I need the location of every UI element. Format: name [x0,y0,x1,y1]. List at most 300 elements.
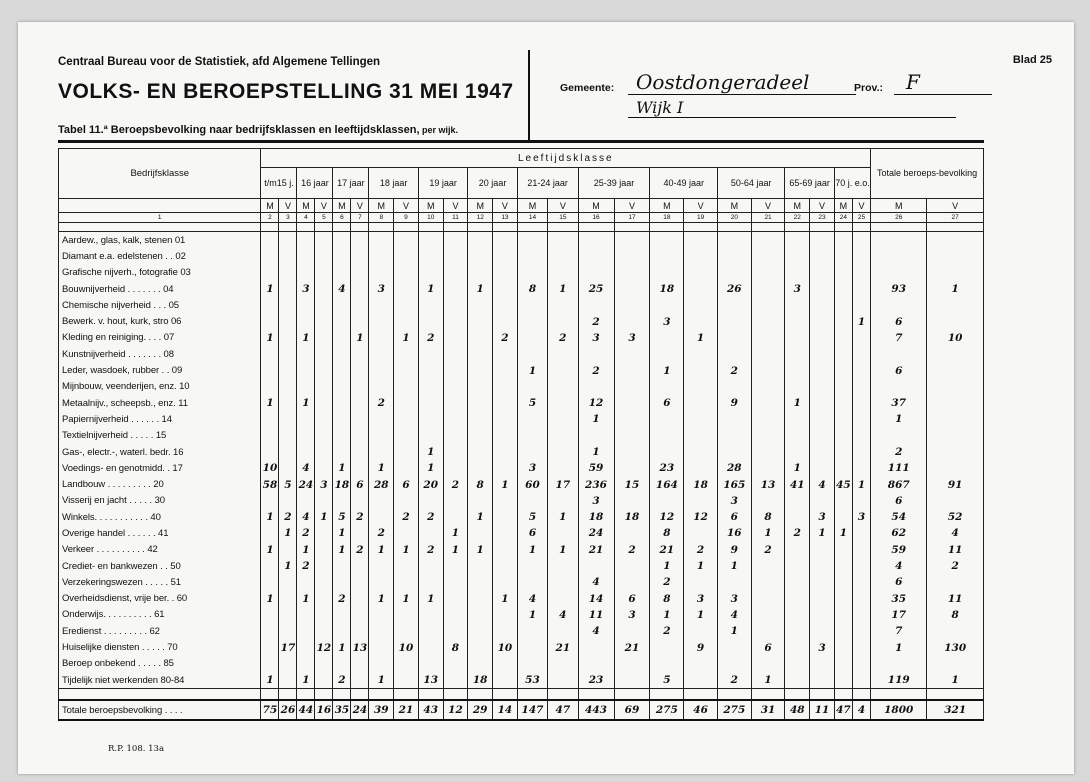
count-cell: 6 [871,313,927,329]
industry-label: Papiernijverheid . . . . . . 14 [59,411,261,427]
count-cell [927,623,984,639]
count-cell [279,395,297,411]
count-cell [351,672,369,689]
count-cell: 6 [351,476,369,492]
count-cell [578,232,614,249]
sex-v-header: V [493,199,518,213]
industry-label: Tijdelijk niet werkenden 80-84 [59,672,261,689]
spacer-cell [852,689,870,701]
count-cell: 2 [394,509,419,525]
count-cell [493,607,518,623]
count-cell [493,623,518,639]
count-cell [650,639,684,655]
count-cell: 1 [315,509,333,525]
count-cell [578,656,614,672]
count-cell [578,297,614,313]
count-cell [717,346,751,362]
count-cell [785,607,810,623]
count-cell: 1 [418,460,443,476]
industry-label: Overige handel . . . . . . 41 [59,525,261,541]
count-cell: 4 [871,558,927,574]
industry-label: Landbouw . . . . . . . . . 20 [59,476,261,492]
age-group-header: 25-39 jaar [578,168,650,199]
count-cell: 1 [927,672,984,689]
count-cell [548,232,578,249]
count-cell [394,623,419,639]
industry-label: Bewerk. v. hout, kurk, stro 06 [59,313,261,329]
industry-label: Mijnbouw, veenderijen, enz. 10 [59,379,261,395]
count-cell: 23 [650,460,684,476]
count-cell: 12 [578,395,614,411]
count-cell: 2 [578,313,614,329]
count-cell [810,591,835,607]
count-cell [493,297,518,313]
count-cell [751,346,785,362]
count-cell [468,558,493,574]
total-cell: 47 [548,700,578,720]
count-cell: 6 [751,639,785,655]
count-cell [261,428,279,444]
count-cell [517,265,547,281]
column-number: 27 [927,213,984,223]
total-cell: 31 [751,700,785,720]
count-cell [852,639,870,655]
count-cell [369,313,394,329]
count-cell [468,346,493,362]
count-cell [517,428,547,444]
count-cell: 17 [871,607,927,623]
spacer-cell [279,223,297,232]
count-cell [578,265,614,281]
census-form-sheet [18,22,1074,774]
count-cell [810,265,835,281]
count-cell [468,297,493,313]
count-cell [394,525,419,541]
count-cell: 3 [650,313,684,329]
count-cell [810,574,835,590]
count-cell [315,558,333,574]
count-cell [369,656,394,672]
count-cell [351,362,369,378]
count-cell [785,656,810,672]
count-cell [548,525,578,541]
spacer-cell [751,223,785,232]
count-cell [684,493,718,509]
total-cell: 75 [261,700,279,720]
count-cell: 1 [548,509,578,525]
header-divider [528,50,530,140]
count-cell [834,558,852,574]
count-cell [369,248,394,264]
count-cell [650,265,684,281]
count-cell [810,428,835,444]
count-cell [717,232,751,249]
column-number: 19 [684,213,718,223]
spacer-cell [351,689,369,701]
count-cell [684,362,718,378]
count-cell [927,444,984,460]
count-cell [369,297,394,313]
count-cell [852,395,870,411]
count-cell [333,232,351,249]
count-cell [418,607,443,623]
total-cell: 1800 [871,700,927,720]
form-code: R.P. 108. 13a [108,744,165,754]
count-cell [315,297,333,313]
age-group-header: 65-69 jaar [785,168,834,199]
count-cell [315,395,333,411]
count-cell: 10 [493,639,518,655]
count-cell: 164 [650,476,684,492]
count-cell: 2 [418,542,443,558]
column-number: 24 [834,213,852,223]
count-cell [852,330,870,346]
count-cell [468,591,493,607]
count-cell [333,623,351,639]
spacer-cell [852,223,870,232]
count-cell [785,542,810,558]
count-cell [927,395,984,411]
count-cell [717,330,751,346]
count-cell [297,411,315,427]
count-cell [785,379,810,395]
spacer-cell [785,689,810,701]
count-cell [548,362,578,378]
count-cell [333,313,351,329]
count-cell [852,297,870,313]
count-cell [443,330,468,346]
count-cell [297,232,315,249]
count-cell [927,248,984,264]
total-cell: 35 [333,700,351,720]
count-cell: 1 [394,330,419,346]
count-cell [493,411,518,427]
count-cell [852,428,870,444]
count-cell [614,232,650,249]
count-cell: 1 [418,281,443,297]
table-row [59,460,984,476]
count-cell [684,313,718,329]
count-cell [261,265,279,281]
count-cell [517,558,547,574]
count-cell [297,313,315,329]
count-cell [333,428,351,444]
count-cell [927,460,984,476]
count-cell [650,444,684,460]
table-row [59,232,984,249]
count-cell [468,330,493,346]
count-cell: 3 [578,330,614,346]
count-cell [279,232,297,249]
count-cell: 20 [418,476,443,492]
count-cell: 1 [333,460,351,476]
count-cell: 12 [684,509,718,525]
count-cell [834,428,852,444]
count-cell [751,362,785,378]
count-cell [333,493,351,509]
count-cell: 2 [871,444,927,460]
count-cell: 12 [315,639,333,655]
count-cell [927,265,984,281]
count-cell [394,656,419,672]
age-group-header: 70 j. e.o. [834,168,870,199]
count-cell [614,574,650,590]
count-cell [852,232,870,249]
count-cell [751,444,785,460]
count-cell [871,248,927,264]
count-cell [468,623,493,639]
count-cell [261,346,279,362]
count-cell [351,493,369,509]
count-cell: 28 [717,460,751,476]
total-cell: 11 [810,700,835,720]
spacer-cell [684,223,718,232]
count-cell [852,493,870,509]
count-cell: 6 [650,395,684,411]
sex-v-header: V [279,199,297,213]
count-cell [443,591,468,607]
spacer-cell [443,689,468,701]
industry-label: Textielnijverheid . . . . . 15 [59,428,261,444]
count-cell [684,379,718,395]
count-cell [517,346,547,362]
count-cell [751,330,785,346]
count-cell [852,656,870,672]
count-cell: 62 [871,525,927,541]
count-cell: 1 [394,542,419,558]
count-cell [810,379,835,395]
spacer-cell [394,223,419,232]
count-cell [394,428,419,444]
count-cell [468,493,493,509]
count-cell: 1 [333,542,351,558]
count-cell [315,672,333,689]
count-cell [493,265,518,281]
count-cell [548,672,578,689]
count-cell: 3 [369,281,394,297]
spacer-cell [834,689,852,701]
count-cell: 10 [394,639,419,655]
count-cell [468,639,493,655]
count-cell [751,428,785,444]
count-cell: 3 [614,330,650,346]
count-cell [785,248,810,264]
table-row [59,444,984,460]
count-cell [548,297,578,313]
count-cell [684,460,718,476]
count-cell: 6 [717,509,751,525]
count-cell [834,411,852,427]
spacer-cell [834,223,852,232]
count-cell [493,525,518,541]
count-cell: 59 [871,542,927,558]
spacer-cell [261,689,279,701]
count-cell: 2 [717,672,751,689]
count-cell [614,460,650,476]
count-cell [785,558,810,574]
count-cell [834,607,852,623]
count-cell [517,232,547,249]
count-cell: 1 [468,509,493,525]
table-row [59,639,984,655]
count-cell [614,297,650,313]
count-cell [351,379,369,395]
count-cell [810,281,835,297]
count-cell: 2 [333,672,351,689]
count-cell [297,428,315,444]
count-cell [351,395,369,411]
table-row [59,509,984,525]
count-cell: 236 [578,476,614,492]
count-cell: 2 [351,542,369,558]
count-cell: 26 [717,281,751,297]
count-cell [517,656,547,672]
total-cell: 16 [315,700,333,720]
count-cell [810,542,835,558]
count-cell [871,232,927,249]
column-number: 22 [785,213,810,223]
count-cell [548,411,578,427]
count-cell [751,591,785,607]
column-number: 2 [261,213,279,223]
count-cell [614,281,650,297]
count-cell [650,232,684,249]
count-cell: 7 [871,623,927,639]
count-cell [871,297,927,313]
count-cell: 6 [614,591,650,607]
count-cell [517,493,547,509]
count-cell [927,346,984,362]
count-cell [578,558,614,574]
spacer-cell [297,223,315,232]
count-cell [279,656,297,672]
count-cell [751,265,785,281]
count-cell: 17 [279,639,297,655]
column-number: 26 [871,213,927,223]
wijk-value: Wijk I [628,98,956,118]
count-cell [785,232,810,249]
count-cell [351,460,369,476]
count-cell [927,411,984,427]
count-cell [548,346,578,362]
count-cell: 2 [297,525,315,541]
count-cell [927,574,984,590]
column-number: 17 [614,213,650,223]
spacer-cell [578,689,614,701]
count-cell: 4 [297,509,315,525]
count-cell [297,656,315,672]
count-cell [394,346,419,362]
count-cell [517,297,547,313]
count-cell [810,444,835,460]
count-cell [297,379,315,395]
sex-m-header: M [578,199,614,213]
count-cell [548,248,578,264]
count-cell [261,639,279,655]
count-cell: 41 [785,476,810,492]
table-row [59,281,984,297]
count-cell [297,639,315,655]
count-cell [468,411,493,427]
count-cell: 1 [279,525,297,541]
count-cell [279,362,297,378]
count-cell: 8 [517,281,547,297]
column-number: 3 [279,213,297,223]
count-cell: 58 [261,476,279,492]
count-cell: 2 [493,330,518,346]
count-cell [810,297,835,313]
count-cell [297,346,315,362]
count-cell [351,313,369,329]
count-cell: 1 [852,476,870,492]
spacer-cell [297,689,315,701]
count-cell [369,379,394,395]
industry-label: Grafische nijverh., fotografie 03 [59,265,261,281]
column-number: 23 [810,213,835,223]
column-number: 11 [443,213,468,223]
count-cell [443,444,468,460]
count-cell: 1 [493,591,518,607]
count-cell [315,607,333,623]
spacer-cell [394,689,419,701]
count-cell [418,574,443,590]
count-cell: 8 [751,509,785,525]
count-cell [369,330,394,346]
table-row [59,265,984,281]
total-cell: 39 [369,700,394,720]
industry-label: Metaalnijv., scheepsb., enz. 11 [59,395,261,411]
count-cell [418,297,443,313]
count-cell: 24 [297,476,315,492]
count-cell: 1 [333,639,351,655]
count-cell: 1 [369,591,394,607]
count-cell [785,362,810,378]
caption-rule [58,140,984,143]
sex-m-header: M [834,199,852,213]
count-cell: 1 [418,444,443,460]
count-cell: 1 [785,460,810,476]
count-cell [333,656,351,672]
column-number: 6 [333,213,351,223]
total-cell: 275 [650,700,684,720]
table-row [59,330,984,346]
count-cell [394,297,419,313]
spacer-cell [493,223,518,232]
count-cell [261,248,279,264]
count-cell: 1 [418,591,443,607]
count-cell [785,297,810,313]
count-cell: 54 [871,509,927,525]
count-cell [279,428,297,444]
count-cell [810,493,835,509]
count-cell [684,428,718,444]
count-cell [548,623,578,639]
age-group-header: 19 jaar [418,168,467,199]
column-number: 13 [493,213,518,223]
count-cell [315,330,333,346]
count-cell [650,248,684,264]
total-row [59,700,984,720]
count-cell [810,232,835,249]
spacer-cell [614,689,650,701]
count-cell: 6 [871,493,927,509]
count-cell [418,639,443,655]
count-cell: 1 [650,607,684,623]
count-cell [493,656,518,672]
count-cell [443,313,468,329]
total-cell: 14 [493,700,518,720]
age-class-header: Leeftijdsklasse [261,149,871,168]
